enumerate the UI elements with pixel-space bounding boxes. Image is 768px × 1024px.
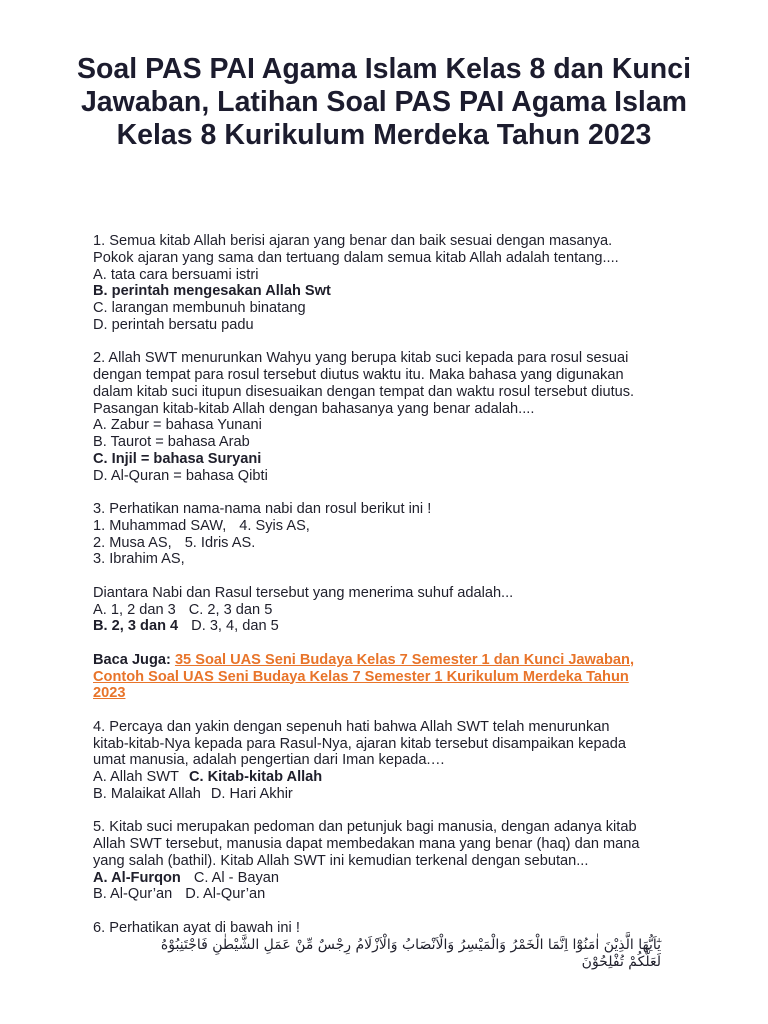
option-a: A. tata cara bersuami istri — [93, 266, 259, 283]
option-c: C. Al - Bayan — [193, 869, 279, 886]
question-text: dalam kitab suci itupun disesuaikan dengan tempat dan waktu rosul tersebut diutus. — [93, 383, 635, 400]
question-text: 4. Percaya dan yakin dengan sepenuh hati bahwa Allah SWT telah menurunkan — [93, 718, 610, 735]
question-1 — [93, 233, 693, 334]
question-2 — [93, 350, 693, 484]
related-article-link[interactable]: 35 Soal UAS Seni Budaya Kelas 7 Semester 1 dan Kunci Jawaban, — [174, 651, 635, 668]
name-item: 3. Ibrahim AS, — [93, 551, 185, 568]
arabic-verse: يٰٓاَيُّهَا الَّذِيْنَ اٰمَنُوْٓا اِنَّمَا الْخَمْرُ وَالْمَيْسِرُ وَالْاَنْصَابُ وَالْاَزْلَامُ رِجْسٌ مِّنْ عَمَلِ الشَّيْطٰنِ فَاجْتَنِبُوْهُ — [160, 936, 661, 953]
option-b: B. Taurot = bahasa Arab — [93, 434, 250, 450]
option-a: A. Allah SWT — [93, 769, 179, 785]
options-row — [93, 769, 693, 786]
option-c-correct: C. Injil = bahasa Suryani — [93, 450, 262, 467]
name-item: 5. Idris AS. — [184, 534, 256, 551]
options-row — [93, 786, 693, 803]
baca-juga-label: Baca Juga: — [93, 651, 171, 668]
question-text: Diantara Nabi dan Rasul tersebut yang menerima suhuf adalah... — [93, 584, 514, 601]
question-text: dengan tempat para rosul tersebut diutus waktu itu. Maka bahasa yang digunakan — [93, 367, 624, 383]
question-text: 2. Allah SWT menurunkan Wahyu yang berupa kitab suci kepada para rosul sesuai — [93, 350, 629, 367]
question-text: Allah SWT tersebut, manusia dapat membedakan mana yang benar (haq) dan mana — [93, 836, 640, 852]
question-4 — [93, 719, 693, 803]
option-d: D. Al-Qur’an — [185, 886, 266, 903]
question-3 — [93, 501, 693, 635]
option-c: C. larangan membunuh binatang — [93, 300, 306, 316]
related-article — [93, 652, 693, 702]
option-d: D. Al-Quran = bahasa Qibti — [93, 467, 268, 484]
question-text: 3. Perhatikan nama-nama nabi dan rosul berikut ini ! — [93, 501, 432, 517]
option-c: C. 2, 3 dan 5 — [188, 601, 273, 618]
name-item: 2. Musa AS, — [93, 534, 172, 551]
option-a-correct: A. Al-Furqon — [93, 869, 181, 886]
question-text: 5. Kitab suci merupakan pedoman dan petunjuk bagi manusia, dengan adanya kitab — [93, 819, 637, 836]
name-list-row — [93, 535, 693, 552]
option-a: A. 1, 2 dan 3 — [93, 601, 176, 618]
arabic-verse: لَعَلَّكُمْ تُفْلِحُوْنَ — [581, 953, 661, 970]
question-text: Pasangan kitab-kitab Allah dengan bahasanya yang benar adalah.... — [93, 400, 535, 417]
option-d: D. perintah bersatu padu — [93, 316, 254, 333]
question-text: umat manusia, adalah pengertian dari Iman kepada.… — [93, 752, 446, 769]
options-row — [93, 886, 693, 903]
option-b-correct: B. 2, 3 dan 4 — [93, 618, 179, 635]
question-text: 1. Semua kitab Allah berisi ajaran yang benar dan baik sesuai dengan masanya. — [93, 233, 613, 249]
option-b: B. Al-Qur’an — [93, 886, 173, 903]
question-5 — [93, 819, 693, 903]
name-list-row — [93, 551, 693, 568]
name-list-row — [93, 518, 693, 535]
blank-line — [93, 568, 693, 585]
option-c-correct: C. Kitab-kitab Allah — [188, 769, 323, 785]
related-article-link[interactable]: 2023 — [93, 685, 126, 702]
options-row — [93, 602, 693, 619]
page-title: Soal PAS PAI Agama Islam Kelas 8 dan Kunci Jawaban, Latihan Soal PAS PAI Agama Islam Kelas 8 Kurikulum Merdeka Tahun 2023 — [76, 53, 691, 151]
article-body — [93, 233, 693, 987]
option-b: B. Malaikat Allah — [93, 785, 201, 802]
options-row — [93, 618, 693, 635]
question-text: yang salah (bathil). Kitab Allah SWT ini kemudian terkenal dengan sebutan... — [93, 852, 589, 869]
options-row — [93, 870, 693, 887]
option-b-correct: B. perintah mengesakan Allah Swt — [93, 283, 331, 300]
option-d: D. 3, 4, dan 5 — [191, 618, 279, 635]
question-text: 6. Perhatikan ayat di bawah ini ! — [93, 919, 300, 936]
question-text: kitab-kitab-Nya kepada para Rasul-Nya, ajaran kitab tersebut disampaikan kepada — [93, 735, 626, 752]
option-d: D. Hari Akhir — [210, 785, 293, 802]
related-article-link[interactable]: Contoh Soal UAS Seni Budaya Kelas 7 Semester 1 Kurikulum Merdeka Tahun — [93, 668, 629, 685]
question-text: Pokok ajaran yang sama dan tertuang dalam semua kitab Allah adalah tentang.... — [93, 249, 619, 266]
question-6 — [93, 920, 693, 971]
name-item: 4. Syis AS, — [239, 517, 310, 534]
name-item: 1. Muhammad SAW, — [93, 517, 227, 534]
option-a: A. Zabur = bahasa Yunani — [93, 417, 262, 434]
